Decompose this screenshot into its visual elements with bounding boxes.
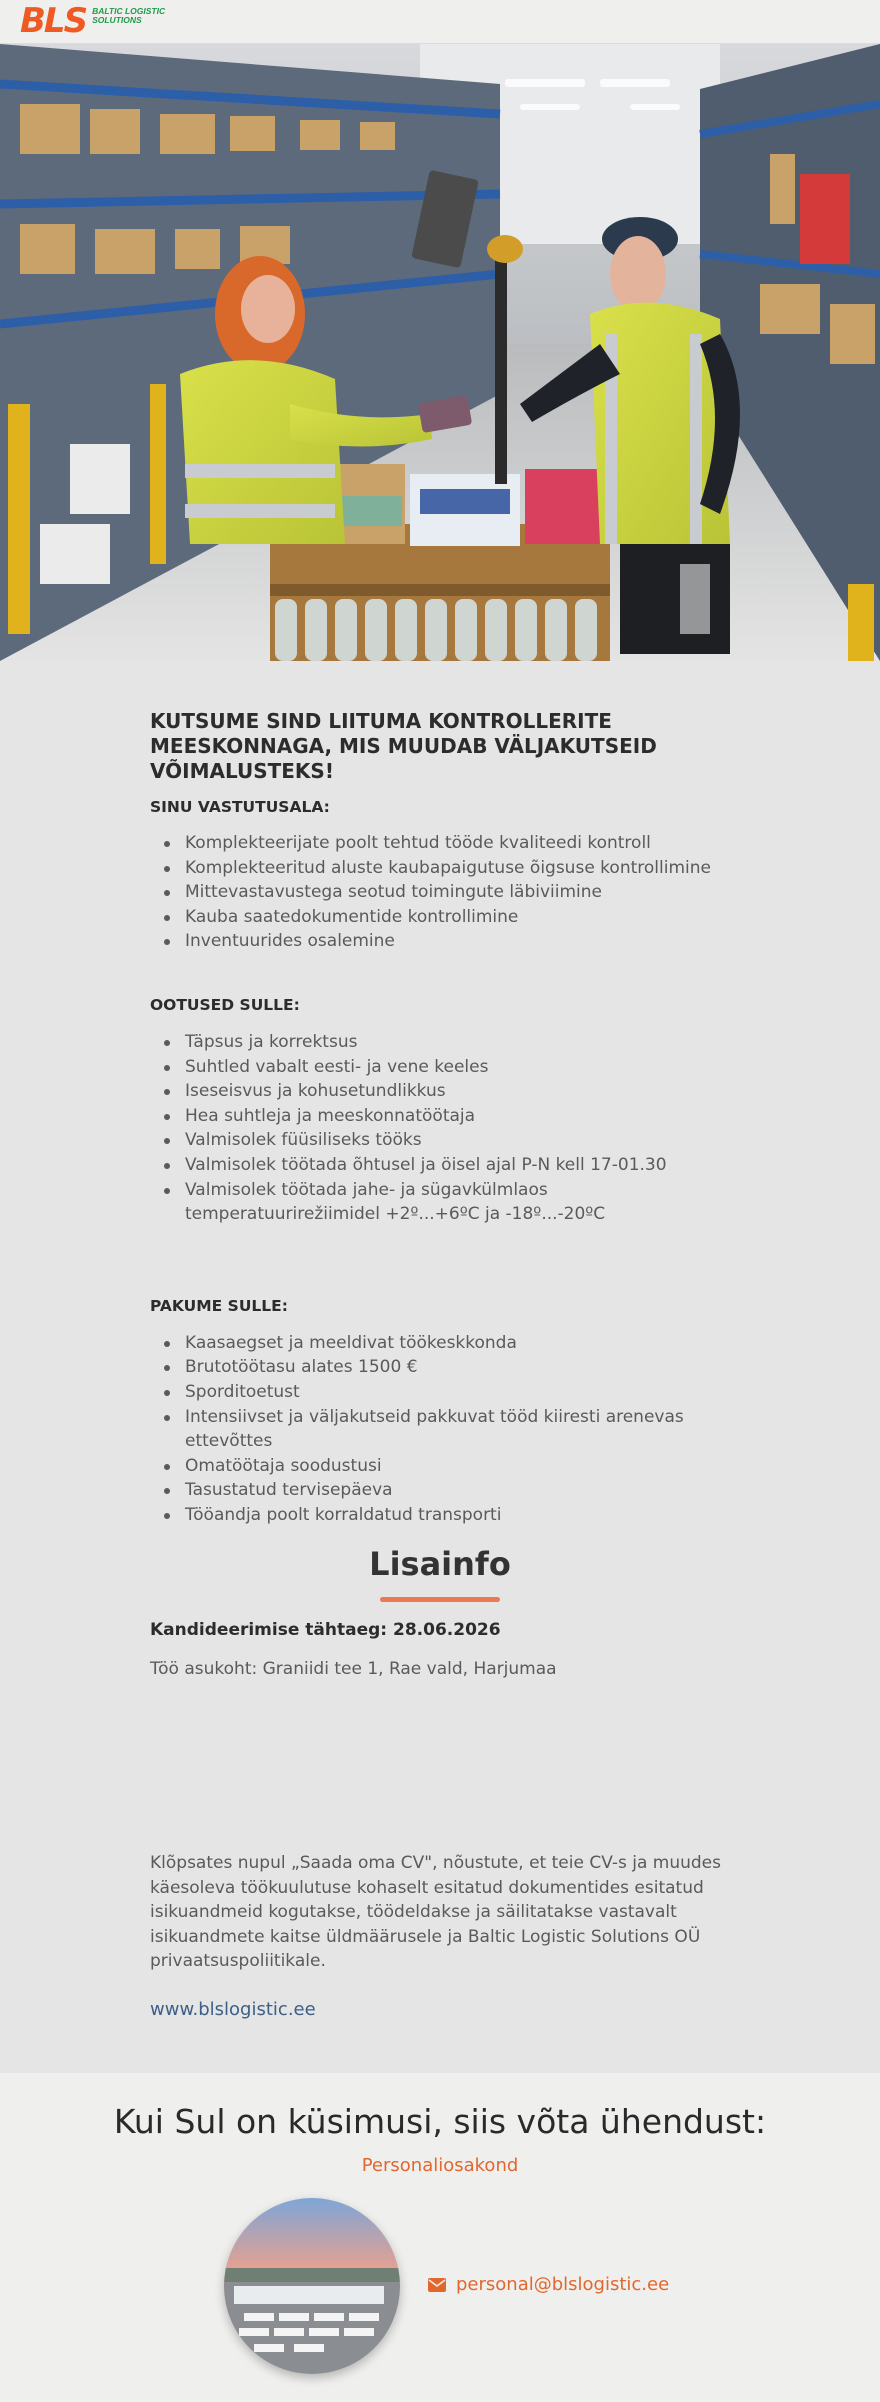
list-item: Iseseisvus ja kohusetundlikkus: [185, 1079, 730, 1104]
list-item: Valmisolek töötada õhtusel ja öisel ajal P-N kell 17-01.30: [185, 1153, 730, 1178]
offer-title: PAKUME SULLE:: [150, 1296, 288, 1315]
logo-line-1: BALTIC LOGISTIC: [92, 6, 166, 16]
list-item: Tasustatud tervisepäeva: [185, 1478, 730, 1503]
list-item: Täpsus ja korrektsus: [185, 1030, 730, 1055]
responsibilities-section: [150, 798, 730, 954]
job-description: [150, 661, 730, 1527]
application-deadline: Kandideerimise tähtaeg: 28.06.2026: [150, 1620, 501, 1640]
responsibilities-list: [150, 831, 730, 954]
expectations-list: [150, 1030, 730, 1227]
logo-text: [92, 7, 165, 25]
contact-email: personal@blslogistic.ee: [456, 2274, 670, 2295]
department-name: Personaliosakond: [361, 2155, 519, 2176]
website-link[interactable]: www.blslogistic.ee: [150, 1999, 316, 2020]
logo-mark: BLS: [20, 1, 87, 41]
list-item: Komplekteeritud aluste kaubapaigutuse õigsuse kontrollimine: [185, 856, 730, 881]
contact-section: [0, 2073, 880, 2402]
contact-email-link[interactable]: [428, 2274, 669, 2295]
job-headline: KUTSUME SIND LIITUMA KONTROLLERITE MEESKONNAGA, MIS MUUDAB VÄLJAKUTSEID VÕIMALUSTEKS!: [150, 709, 657, 783]
privacy-consent-text: Klõpsates nupul „Saada oma CV", nõustute, et teie CV-s ja muudes käesoleva töökuulutuse kohaselt esitatud dokumentides esitatud isikuandmeid kogutakse, töödeldakse ja säilitatakse vastavalt isikuandmete kaitse üldmäärusele ja Baltic Logistic Solutions OÜ privaatsuspoliitikale.: [150, 1853, 721, 1972]
hero-image: [0, 44, 880, 661]
list-item: Valmisolek füüsiliseks tööks: [185, 1128, 730, 1153]
list-item: Brutotöötasu alates 1500 €: [185, 1355, 730, 1380]
list-item: Tööandja poolt korraldatud transporti: [185, 1503, 730, 1528]
offer-list: [150, 1331, 730, 1528]
expectations-section: [150, 996, 730, 1227]
top-bar: [0, 0, 880, 44]
list-item: Sporditoetust: [185, 1380, 730, 1405]
extra-info-title: Lisainfo: [369, 1545, 511, 1583]
offer-section: [150, 1297, 730, 1528]
list-item: Suhtled vabalt eesti- ja vene keeles: [185, 1055, 730, 1080]
logo-line-2: SOLUTIONS: [92, 15, 142, 25]
extra-info-heading-block: [0, 1545, 880, 1602]
list-item: Kaasaegset ja meeldivat töökeskkonda: [185, 1331, 730, 1356]
title-underline: [380, 1597, 500, 1602]
list-item: Intensiivset ja väljakutseid pakkuvat tööd kiiresti arenevas ettevõttes: [185, 1405, 730, 1454]
list-item: Valmisolek töötada jahe- ja sügavkülmlaos temperatuurirežiimidel +2º...+6ºC ja -18º...-20ºC: [185, 1178, 730, 1227]
contact-heading: Kui Sul on küsimusi, siis võta ühendust:: [113, 2102, 767, 2141]
list-item: Omatöötaja soodustusi: [185, 1454, 730, 1479]
list-item: Kauba saatedokumentide kontrollimine: [185, 905, 730, 930]
bls-logo[interactable]: [20, 3, 165, 39]
list-item: Hea suhtleja ja meeskonnatöötaja: [185, 1104, 730, 1129]
list-item: Komplekteerijate poolt tehtud tööde kvaliteedi kontroll: [185, 831, 730, 856]
expectations-title: OOTUSED SULLE:: [150, 995, 300, 1014]
list-item: Mittevastavustega seotud toimingute läbiviimine: [185, 880, 730, 905]
contact-photo: [224, 2198, 400, 2374]
responsibilities-title: SINU VASTUTUSALA:: [150, 798, 330, 816]
envelope-icon: [428, 2278, 446, 2292]
job-location: Töö asukoht: Graniidi tee 1, Rae vald, Harjumaa: [150, 1659, 557, 1679]
list-item: Inventuurides osalemine: [185, 929, 730, 954]
